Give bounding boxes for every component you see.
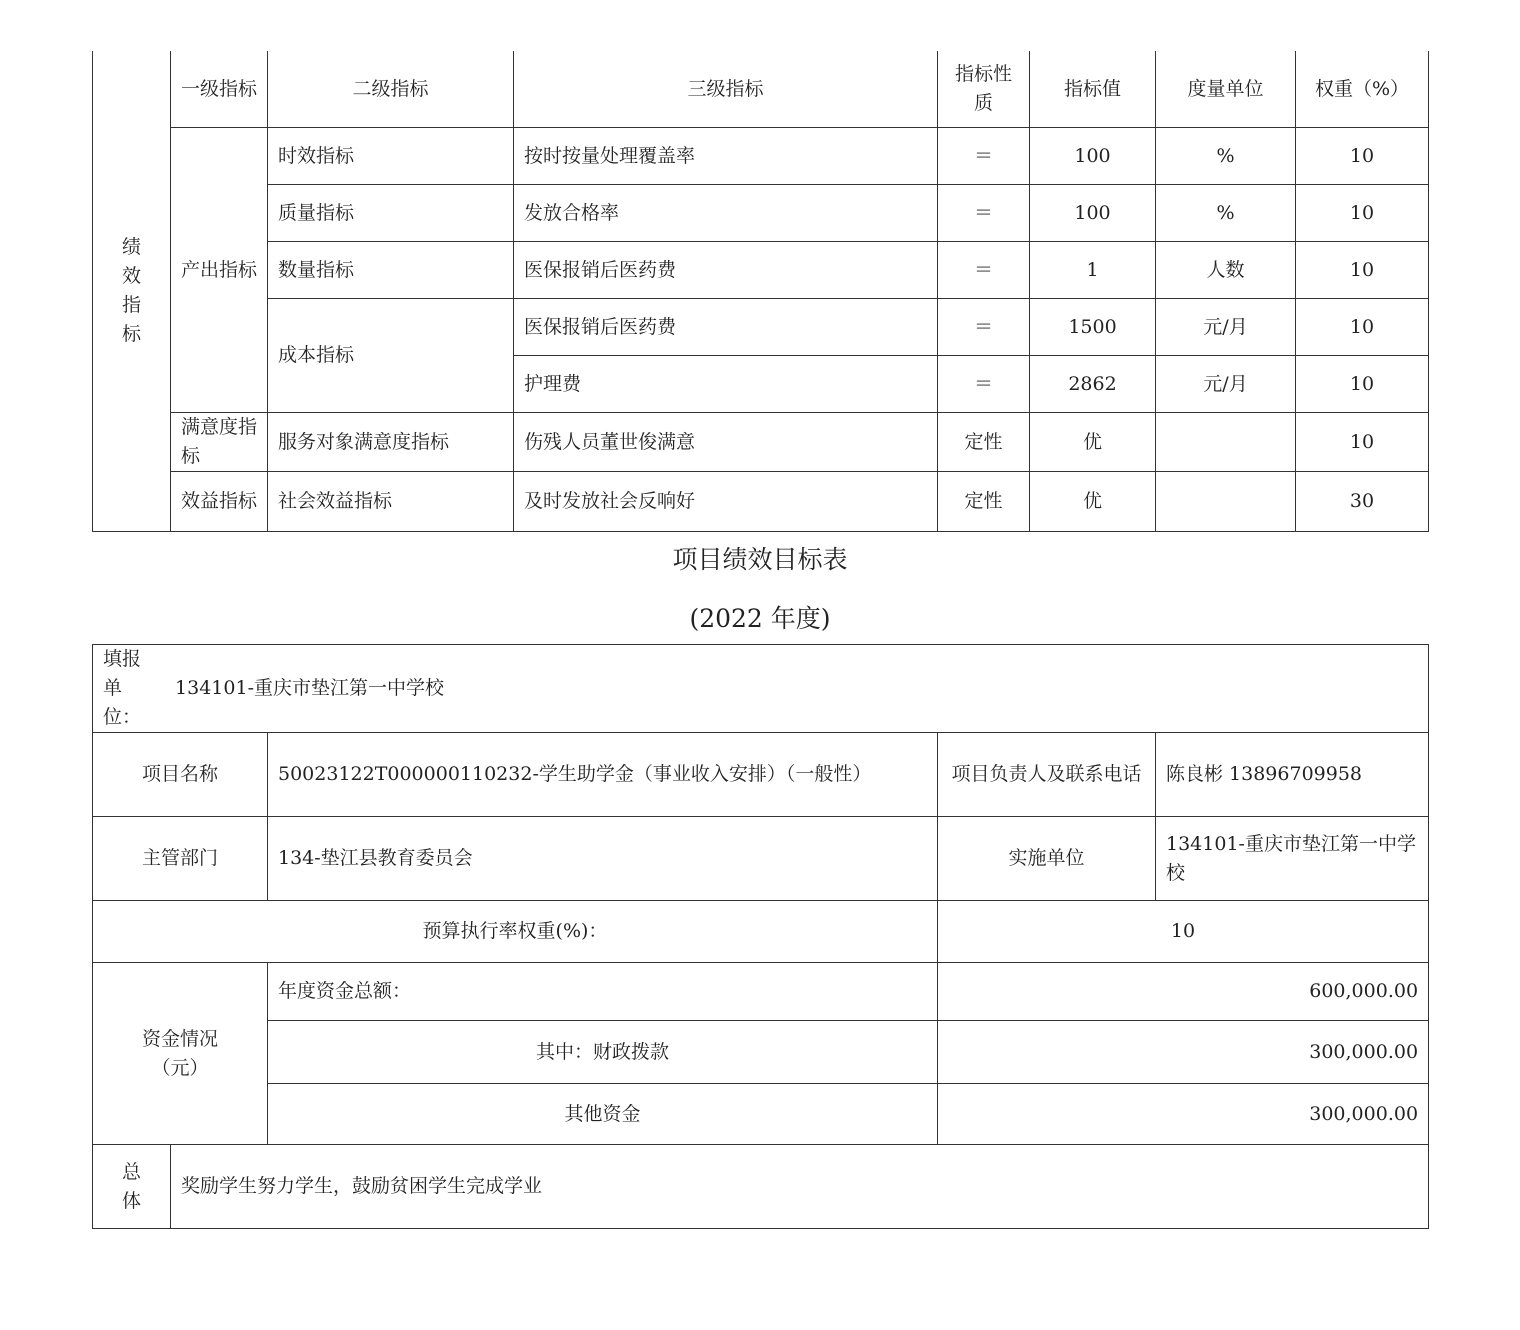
benefit-value: 优 — [1030, 472, 1156, 532]
row-value: 100 — [1030, 128, 1156, 185]
satisfaction-level1: 满意度指标 — [171, 413, 268, 472]
satisfaction-level3: 伤残人员董世俊满意 — [514, 413, 938, 472]
row-level3: 发放合格率 — [514, 185, 938, 242]
header-unit: 度量单位 — [1156, 51, 1296, 128]
benefit-level3: 及时发放社会反响好 — [514, 472, 938, 532]
dept-row — [93, 817, 1429, 901]
fiscal-value: 300,000.00 — [938, 1021, 1429, 1084]
row-level2: 时效指标 — [268, 128, 514, 185]
table-row — [93, 299, 1429, 356]
benefit-nature: 定性 — [938, 472, 1030, 532]
row-nature: ＝ — [938, 242, 1030, 299]
benefit-weight: 30 — [1296, 472, 1429, 532]
satisfaction-value: 优 — [1030, 413, 1156, 472]
row-unit: % — [1156, 128, 1296, 185]
budget-rate-value: 10 — [938, 901, 1429, 963]
row-level3: 按时按量处理覆盖率 — [514, 128, 938, 185]
unit-cell — [93, 645, 1429, 733]
funds-label — [93, 963, 268, 1145]
fiscal-label: 其中：财政拨款 — [268, 1021, 938, 1084]
row-unit: 元/月 — [1156, 299, 1296, 356]
annual-total-row — [93, 963, 1429, 1021]
form-title: 项目绩效目标表 — [672, 545, 848, 574]
row-nature: ＝ — [938, 185, 1030, 242]
satisfaction-unit — [1156, 413, 1296, 472]
benefit-unit — [1156, 472, 1296, 532]
header-nature: 指标性质 — [938, 51, 1030, 128]
header-row — [93, 51, 1429, 128]
overall-row — [93, 1145, 1429, 1229]
overall-value: 奖励学生努力学生，鼓励贫困学生完成学业 — [171, 1145, 1429, 1229]
output-label: 产出指标 — [171, 128, 268, 413]
manager-value: 陈良彬 13896709958 — [1156, 733, 1429, 817]
manager-label: 项目负责人及联系电话 — [938, 733, 1156, 817]
row-level3: 护理费 — [514, 356, 938, 413]
row-weight: 10 — [1296, 299, 1429, 356]
other-funds-value: 300,000.00 — [938, 1084, 1429, 1145]
row-value: 2862 — [1030, 356, 1156, 413]
row-nature: ＝ — [938, 299, 1030, 356]
other-funds-row — [93, 1084, 1429, 1145]
impl-value: 134101-重庆市垫江第一中学校 — [1156, 817, 1429, 901]
row-unit: 人数 — [1156, 242, 1296, 299]
satisfaction-nature: 定性 — [938, 413, 1030, 472]
overall-label: 总体 — [121, 1160, 141, 1212]
satisfaction-level2: 服务对象满意度指标 — [268, 413, 514, 472]
overall-label-cell — [93, 1145, 171, 1229]
row-weight: 10 — [1296, 128, 1429, 185]
group-label-cell — [93, 51, 171, 532]
row-level2: 质量指标 — [268, 185, 514, 242]
other-funds-label: 其他资金 — [268, 1084, 938, 1145]
row-nature: ＝ — [938, 356, 1030, 413]
form-year: (2022 年度) — [689, 604, 831, 633]
row-weight: 10 — [1296, 242, 1429, 299]
annual-total-value: 600,000.00 — [938, 963, 1429, 1021]
row-level2: 成本指标 — [268, 299, 514, 413]
row-nature: ＝ — [938, 128, 1030, 185]
project-name-value: 50023122T000000110232-学生助学金（事业收入安排）（一般性） — [268, 733, 938, 817]
header-level1: 一级指标 — [171, 51, 268, 128]
row-level3: 医保报销后医药费 — [514, 299, 938, 356]
unit-value: 134101-重庆市垫江第一中学校 — [175, 677, 444, 699]
table-row — [93, 128, 1429, 185]
funds-label-text: 资金情况（元） — [141, 1027, 218, 1079]
table-row — [93, 413, 1429, 472]
benefit-level2: 社会效益指标 — [268, 472, 514, 532]
dept-value: 134-垫江县教育委员会 — [268, 817, 938, 901]
header-level3: 三级指标 — [514, 51, 938, 128]
project-form-table — [92, 644, 1429, 1229]
impl-label: 实施单位 — [938, 817, 1156, 901]
unit-row — [93, 645, 1429, 733]
group-label: 绩效指标 — [121, 236, 141, 345]
row-unit: 元/月 — [1156, 356, 1296, 413]
indicator-table — [92, 51, 1429, 532]
table-row — [93, 185, 1429, 242]
row-value: 1500 — [1030, 299, 1156, 356]
dept-label: 主管部门 — [93, 817, 268, 901]
budget-rate-label: 预算执行率权重(%)： — [93, 901, 938, 963]
row-unit: % — [1156, 185, 1296, 242]
project-name-label: 项目名称 — [93, 733, 268, 817]
table-row — [93, 242, 1429, 299]
table-row — [93, 472, 1429, 532]
unit-label: 填报单位： — [103, 648, 142, 728]
row-weight: 10 — [1296, 185, 1429, 242]
header-value: 指标值 — [1030, 51, 1156, 128]
fiscal-row — [93, 1021, 1429, 1084]
row-weight: 10 — [1296, 356, 1429, 413]
satisfaction-weight: 10 — [1296, 413, 1429, 472]
row-level3: 医保报销后医药费 — [514, 242, 938, 299]
row-level2: 数量指标 — [268, 242, 514, 299]
project-name-row — [93, 733, 1429, 817]
annual-total-label: 年度资金总额： — [268, 963, 938, 1021]
benefit-level1: 效益指标 — [171, 472, 268, 532]
header-level2: 二级指标 — [268, 51, 514, 128]
row-value: 1 — [1030, 242, 1156, 299]
row-value: 100 — [1030, 185, 1156, 242]
header-weight: 权重（%） — [1296, 51, 1429, 128]
budget-rate-row — [93, 901, 1429, 963]
